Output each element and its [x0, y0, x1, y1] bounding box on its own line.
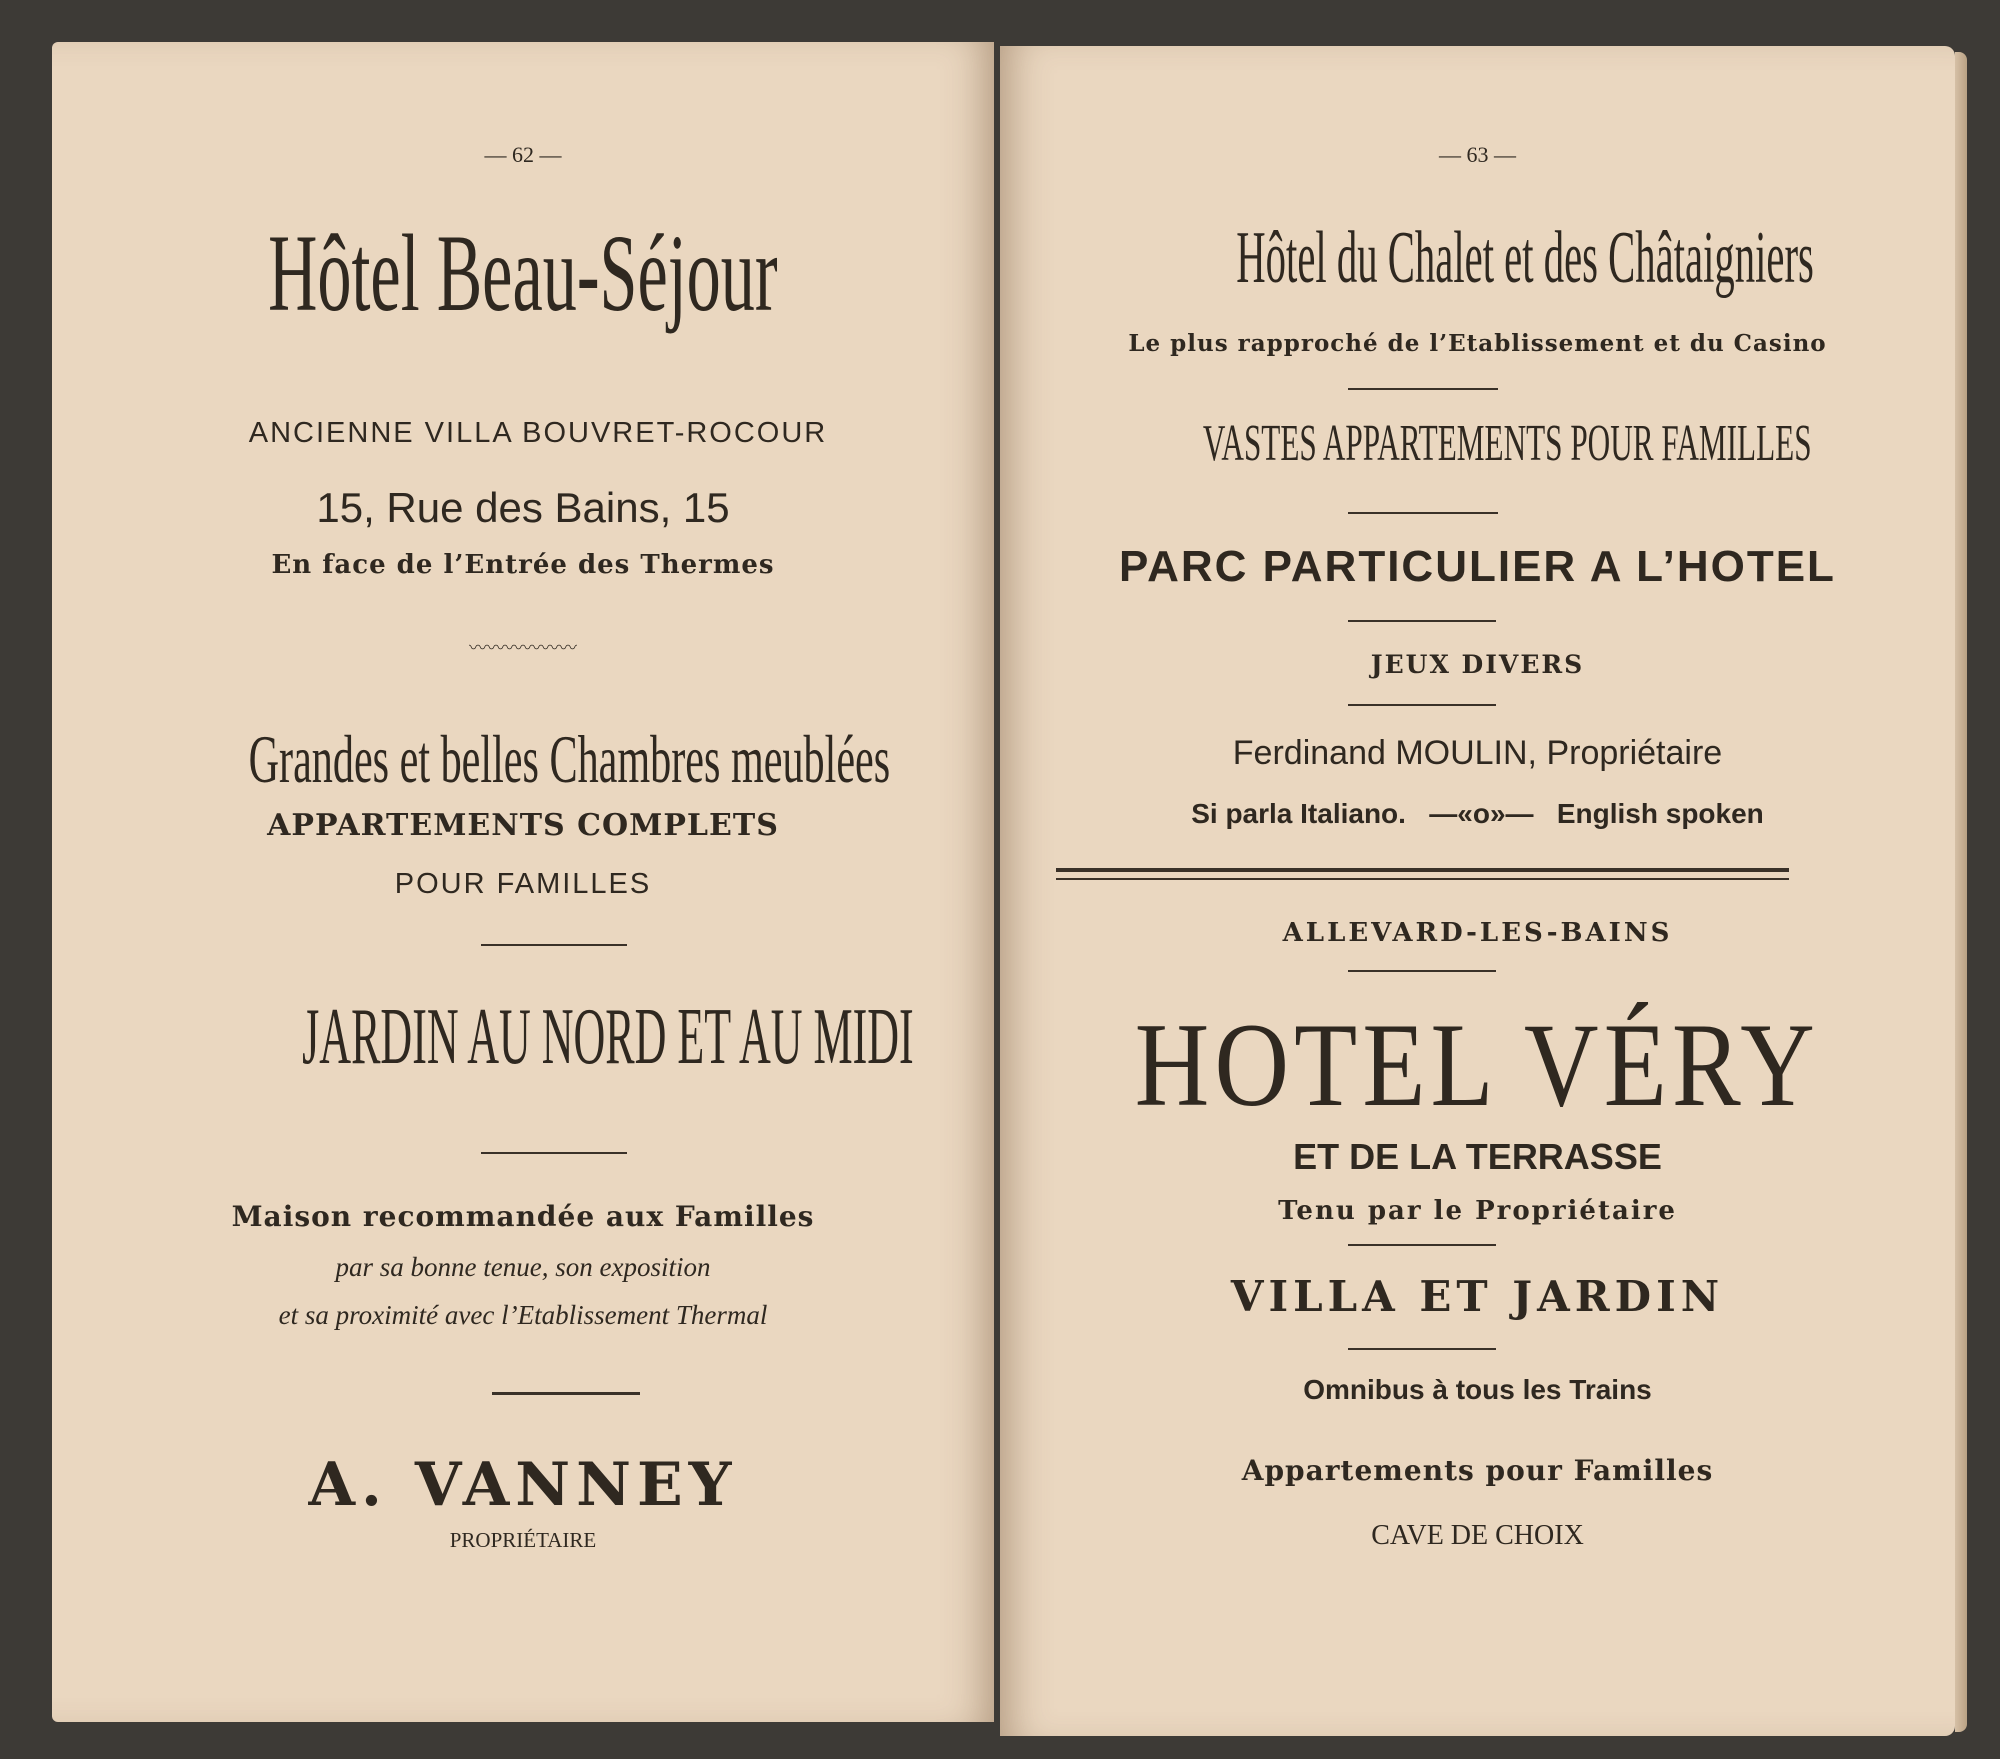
divider	[1348, 1244, 1496, 1246]
apartments: VASTES APPARTEMENTS POUR FAMILLES	[1202, 415, 1812, 472]
hotel-name: Hôtel Beau-Séjour	[268, 212, 778, 334]
divider	[1348, 704, 1496, 706]
games: JEUX DIVERS	[1370, 650, 1585, 679]
hotel-name: Hôtel du Chalet et des Châtaigniers	[1236, 217, 1814, 299]
divider	[481, 1152, 627, 1154]
cellar: CAVE DE CHOIX	[1371, 1520, 1584, 1551]
former-villa: ANCIENNE VILLA BOUVRET-ROCOUR	[248, 417, 828, 449]
divider	[481, 944, 627, 946]
omnibus: Omnibus à tous les Trains	[1303, 1374, 1652, 1405]
location: En face de l’Entrée des Thermes	[271, 550, 775, 580]
owner: Ferdinand MOULIN, Propriétaire	[1232, 734, 1723, 772]
reason-line1: par sa bonne tenue, son exposition	[335, 1252, 711, 1282]
page-number: — 63 —	[1439, 142, 1516, 167]
hotel2-name: HOTEL VÉRY	[1134, 998, 1821, 1131]
reason-line2: et sa proximité avec l’Etablissement Thermal	[278, 1300, 768, 1330]
right-page	[1000, 46, 1955, 1736]
page-number: — 62 —	[484, 142, 562, 167]
town: ALLEVARD-LES-BAINS	[1282, 918, 1673, 948]
double-rule-bottom	[1056, 878, 1789, 880]
double-rule-top	[1056, 868, 1789, 872]
divider	[1348, 1348, 1496, 1350]
apartments-complete: APPARTEMENTS COMPLETS	[267, 808, 779, 843]
divider	[1348, 388, 1498, 390]
family-apartments: Appartements pour Familles	[1241, 1454, 1714, 1487]
left-page	[52, 42, 994, 1722]
divider	[1348, 512, 1498, 514]
rooms: Grandes et belles Chambres meublées	[248, 721, 891, 797]
languages: Si parla Italiano. —«o»— English spoken	[1191, 798, 1764, 829]
for-families: POUR FAMILLES	[394, 868, 652, 900]
wavy-divider: 〰〰〰〰〰〰	[469, 638, 577, 658]
tagline: Le plus rapproché de l’Etablissement et du Casino	[1128, 330, 1827, 357]
address: 15, Rue des Bains, 15	[316, 484, 730, 531]
owner-title: PROPRIÉTAIRE	[449, 1528, 597, 1552]
hotel2-held-by: Tenu par le Propriétaire	[1278, 1196, 1677, 1226]
ornament-divider	[492, 1392, 640, 1395]
garden: JARDIN AU NORD ET AU MIDI	[302, 993, 914, 1081]
divider	[1348, 620, 1496, 622]
hotel2-subtitle: ET DE LA TERRASSE	[1293, 1136, 1662, 1177]
villa-garden: VILLA ET JARDIN	[1230, 1272, 1725, 1321]
divider	[1348, 970, 1496, 972]
owner-name: A. VANNEY	[308, 1450, 738, 1520]
park: PARC PARTICULIER A L’HOTEL	[1119, 542, 1836, 591]
recommended: Maison recommandée aux Familles	[231, 1200, 815, 1233]
